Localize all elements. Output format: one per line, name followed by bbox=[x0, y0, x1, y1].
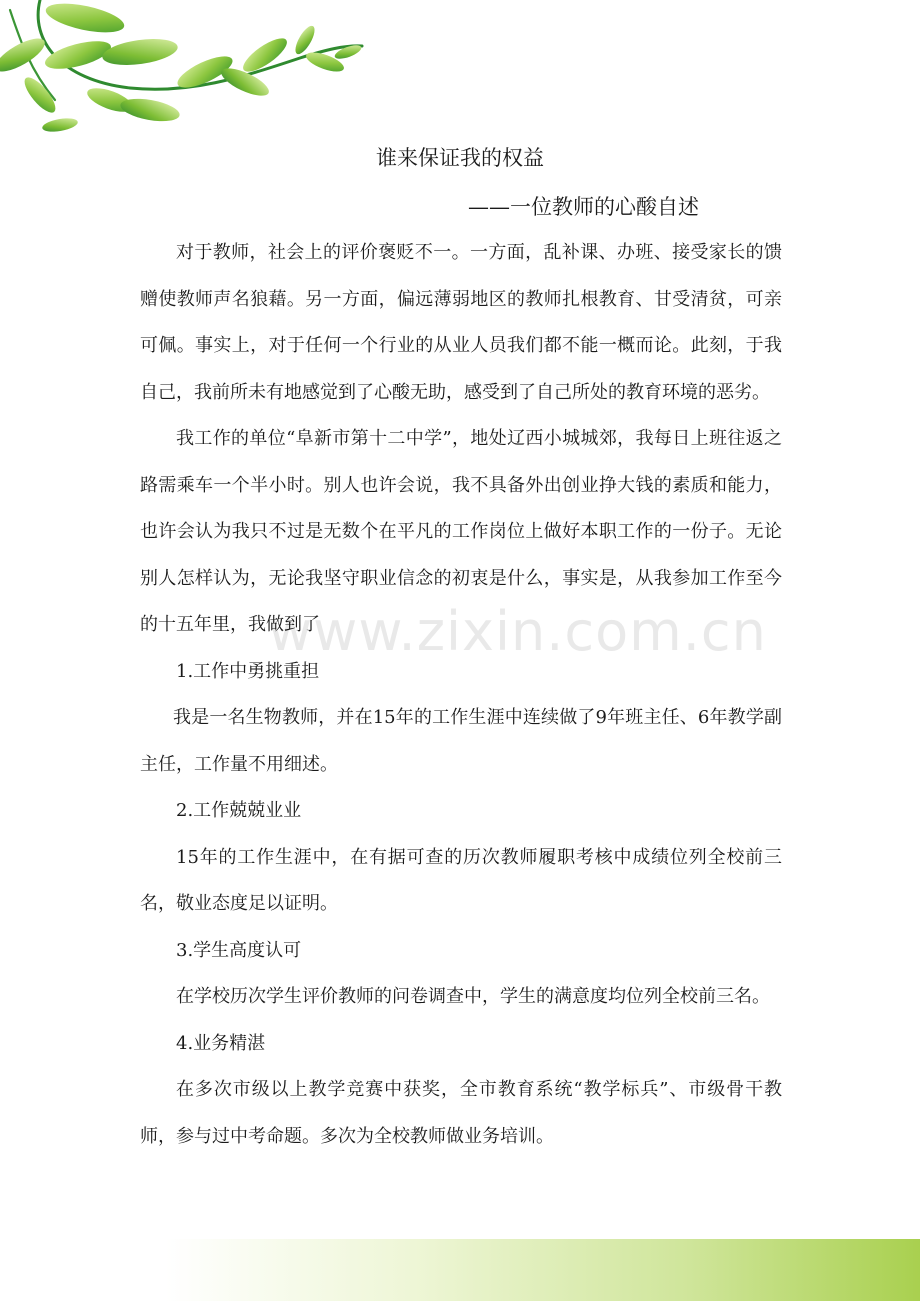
section-heading: 3.学生高度认可 bbox=[176, 939, 302, 961]
paragraph: 对于教师，社会上的评价褒贬不一。一方面，乱补课、办班、接受家长的馈赠使教师声名狼藉。另一方面，偏远薄弱地区的教师扎根教育、甘受清贫，可亲可佩。事实上，对于任何一个行业的从业人员我们都不能一概而论。此刻，于我自己，我前所未有地感觉到了心酸无助，感受到了自己所处的教育环境的恶劣。 bbox=[140, 242, 782, 403]
paragraph: 我工作的单位“阜新市第十二中学”，地处辽西小城城郊，我每日上班往返之路需乘车一个半小时。别人也许会说，我不具备外出创业挣大钱的素质和能力，也许会认为我只不过是无数个在平凡的工作岗位上做好本职工作的一份子。无论别人怎样认为，无论我坚守职业信念的初衷是什么，事实是，从我参加工作至今的十五年里，我做到了 bbox=[140, 428, 782, 635]
section-text: 在多次市级以上教学竞赛中获奖，全市教育系统“教学标兵”、市级骨干教师，参与过中考命题。多次为全校教师做业务培训。 bbox=[140, 1079, 782, 1147]
section-heading: 2.工作兢兢业业 bbox=[176, 800, 302, 821]
footer-gradient-bar bbox=[0, 1239, 920, 1301]
section-text: 我是一名生物教师，并在15年的工作生涯中连续做了9年班主任、6年教学副主任，工作量不用细述。 bbox=[140, 707, 782, 775]
section-text: 15年的工作生涯中，在有据可查的历次教师履职考核中成绩位列全校前三名，敬业态度足以证明。 bbox=[140, 846, 782, 914]
section-text: 在学校历次学生评价教师的问卷调查中，学生的满意度均位列全校前三名。 bbox=[176, 986, 770, 1007]
watermark: www.zixin.com.cn bbox=[268, 600, 767, 663]
section-heading: 1.工作中勇挑重担 bbox=[176, 660, 320, 682]
leaf-branch-icon bbox=[0, 0, 370, 140]
document-title: 谁来保证我的权益 bbox=[376, 146, 544, 170]
document-subtitle: ——一位教师的心酸自述 bbox=[468, 195, 699, 219]
section-heading: 4.业务精湛 bbox=[176, 1032, 266, 1054]
document-body bbox=[140, 230, 782, 1160]
